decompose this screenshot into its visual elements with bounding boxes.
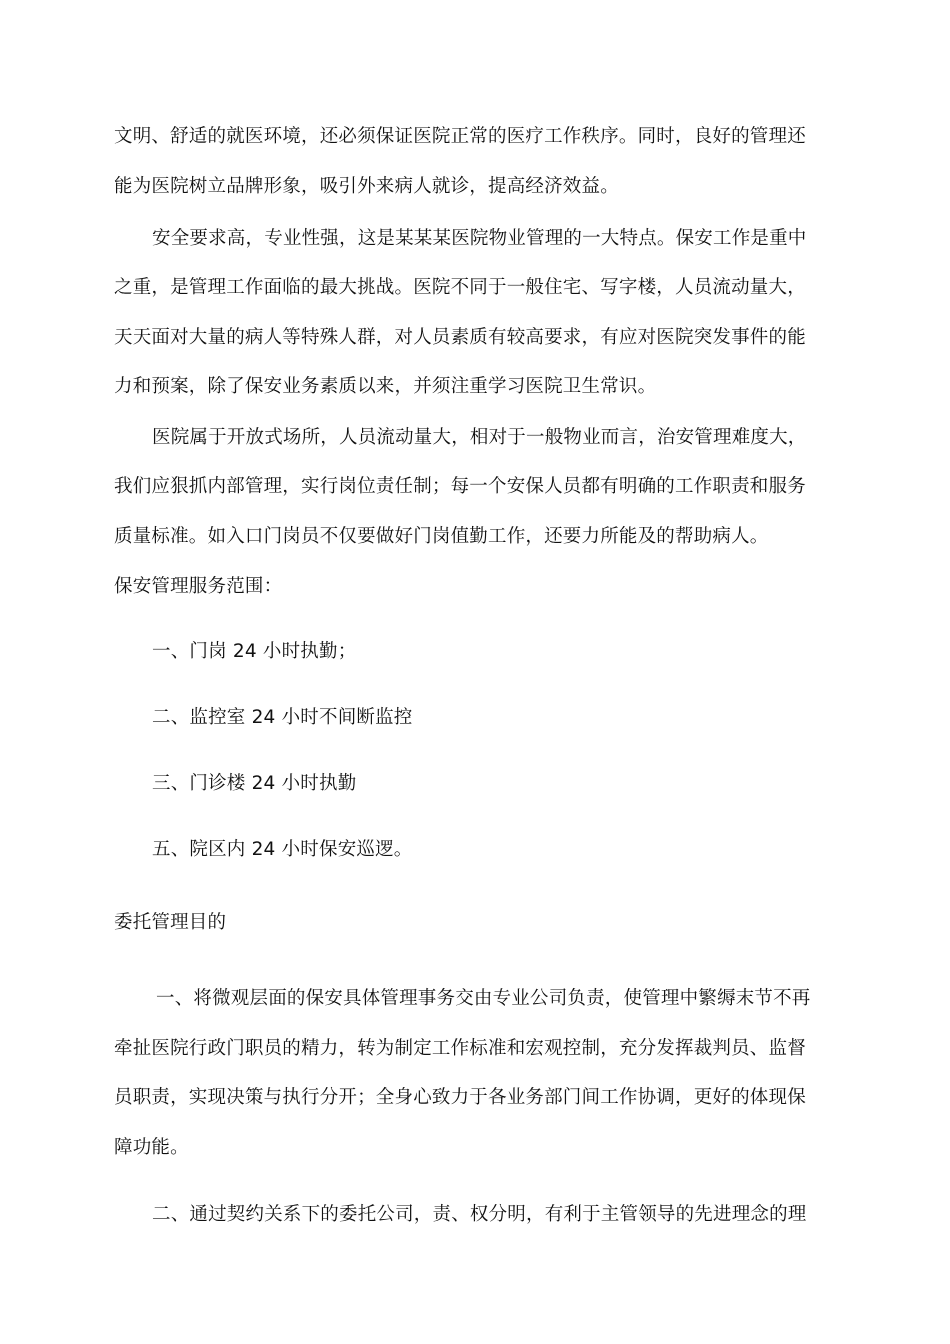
paragraph-line: 之重，是管理工作面临的最大挑战。医院不同于一般住宅、写字楼，人员流动量大， <box>114 277 806 298</box>
scope-item: 三、门诊楼 24 小时执勤 <box>152 773 357 794</box>
scope-item: 二、监控室 24 小时不间断监控 <box>152 707 413 728</box>
paragraph-line: 二、通过契约关系下的委托公司，责、权分明，有利于主管领导的先进理念的理 <box>152 1204 807 1225</box>
scope-item: 五、院区内 24 小时保安巡逻。 <box>152 839 413 860</box>
paragraph-line: 牵扯医院行政门职员的精力，转为制定工作标准和宏观控制，充分发挥裁判员、监督 <box>114 1038 806 1059</box>
section-heading-purpose: 委托管理目的 <box>114 912 227 933</box>
paragraph-line: 天天面对大量的病人等特殊人群，对人员素质有较高要求，有应对医院突发事件的能 <box>114 327 806 348</box>
paragraph-line: 我们应狠抓内部管理，实行岗位责任制；每一个安保人员都有明确的工作职责和服务 <box>114 476 806 497</box>
paragraph-line: 力和预案，除了保安业务素质以来，并须注重学习医院卫生常识。 <box>114 376 657 397</box>
paragraph-line: 员职责，实现决策与执行分开；全身心致力于各业务部门间工作协调，更好的体现保 <box>114 1087 806 1108</box>
paragraph-line: 安全要求高，专业性强，这是某某某医院物业管理的一大特点。保安工作是重中 <box>152 228 807 249</box>
paragraph-line: 质量标准。如入口门岗员不仅要做好门岗值勤工作，还要力所能及的帮助病人。 <box>114 526 769 547</box>
paragraph-line: 医院属于开放式场所，人员流动量大，相对于一般物业而言，治安管理难度大， <box>152 427 807 448</box>
scope-item: 一、门岗 24 小时执勤； <box>152 641 357 662</box>
paragraph-line: 能为医院树立品牌形象，吸引外来病人就诊，提高经济效益。 <box>114 176 619 197</box>
paragraph-line: 文明、舒适的就医环境，还必须保证医院正常的医疗工作秩序。同时，良好的管理还 <box>114 126 806 147</box>
section-heading-scope: 保安管理服务范围： <box>114 576 283 597</box>
paragraph-line: 一、将微观层面的保安具体管理事务交由专业公司负责，使管理中繁缛末节不再 <box>156 988 811 1009</box>
paragraph-line: 障功能。 <box>114 1137 189 1158</box>
